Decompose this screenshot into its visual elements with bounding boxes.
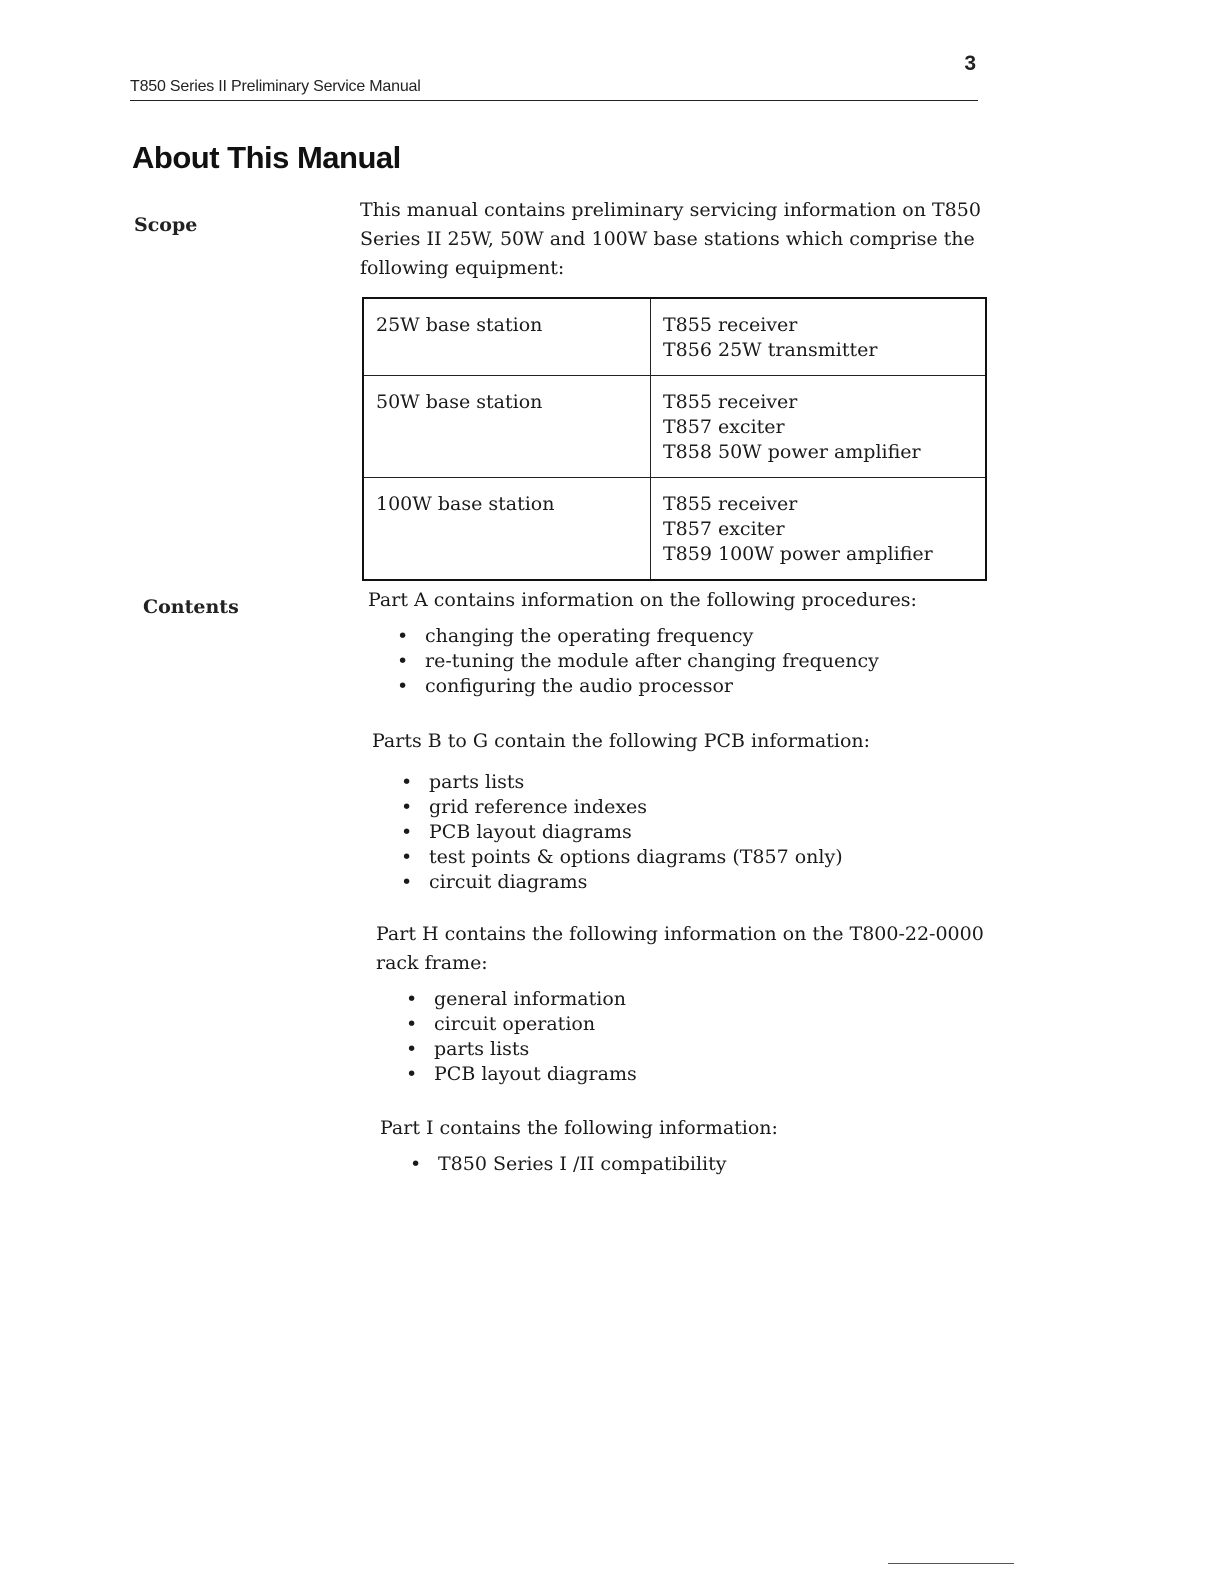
contents-label: Contents [143,596,239,618]
parts-b-g-intro: Parts B to G contain the following PCB information: [372,730,871,752]
list-item: • test points & options diagrams (T857 only) [401,845,843,870]
list-item: • T850 Series I /II compatibility [410,1152,727,1177]
list-item: • general information [406,987,637,1012]
list-item: • PCB layout diagrams [401,820,843,845]
part-h-list [406,987,637,1087]
list-item: • parts lists [406,1037,637,1062]
components-cell [651,376,987,478]
scope-label: Scope [134,214,198,236]
table-row [363,478,986,581]
list-item: • configuring the audio processor [397,674,879,699]
page-header [130,52,978,101]
list-item: • circuit operation [406,1012,637,1037]
equipment-table [362,297,987,581]
component-item: T856 25W transmitter [663,339,878,361]
list-item: • changing the operating frequency [397,624,879,649]
table-row [363,376,986,478]
footer-rule [888,1563,1014,1564]
component-item: T857 exciter [663,416,785,438]
parts-b-g-list [401,770,843,895]
component-item: T855 receiver [663,493,798,515]
page-number: 3 [964,52,976,75]
list-item: • re-tuning the module after changing frequency [397,649,879,674]
header-title: T850 Series II Preliminary Service Manual [130,78,421,95]
part-a-intro: Part A contains information on the following procedures: [368,589,917,611]
table-row [363,298,986,376]
part-i-list [410,1152,727,1177]
list-item: • PCB layout diagrams [406,1062,637,1087]
station-cell: 25W base station [363,298,651,376]
component-item: T857 exciter [663,518,785,540]
station-cell: 50W base station [363,376,651,478]
components-cell [651,478,987,581]
components-cell [651,298,987,376]
component-item: T859 100W power amplifier [663,543,933,565]
component-item: T855 receiver [663,391,798,413]
list-item: • circuit diagrams [401,870,843,895]
page-title: About This Manual [132,140,401,175]
component-item: T855 receiver [663,314,798,336]
part-i-intro: Part I contains the following information: [380,1117,778,1139]
part-h-intro: Part H contains the following information on the T800-22-0000 rack frame: [376,923,984,974]
list-item: • parts lists [401,770,843,795]
scope-paragraph: This manual contains preliminary servicing information on T850 Series II 25W, 50W and 100W base stations which comprise the following equipment: [360,199,981,279]
list-item: • grid reference indexes [401,795,843,820]
station-cell: 100W base station [363,478,651,581]
component-item: T858 50W power amplifier [663,441,921,463]
part-a-list [397,624,879,699]
